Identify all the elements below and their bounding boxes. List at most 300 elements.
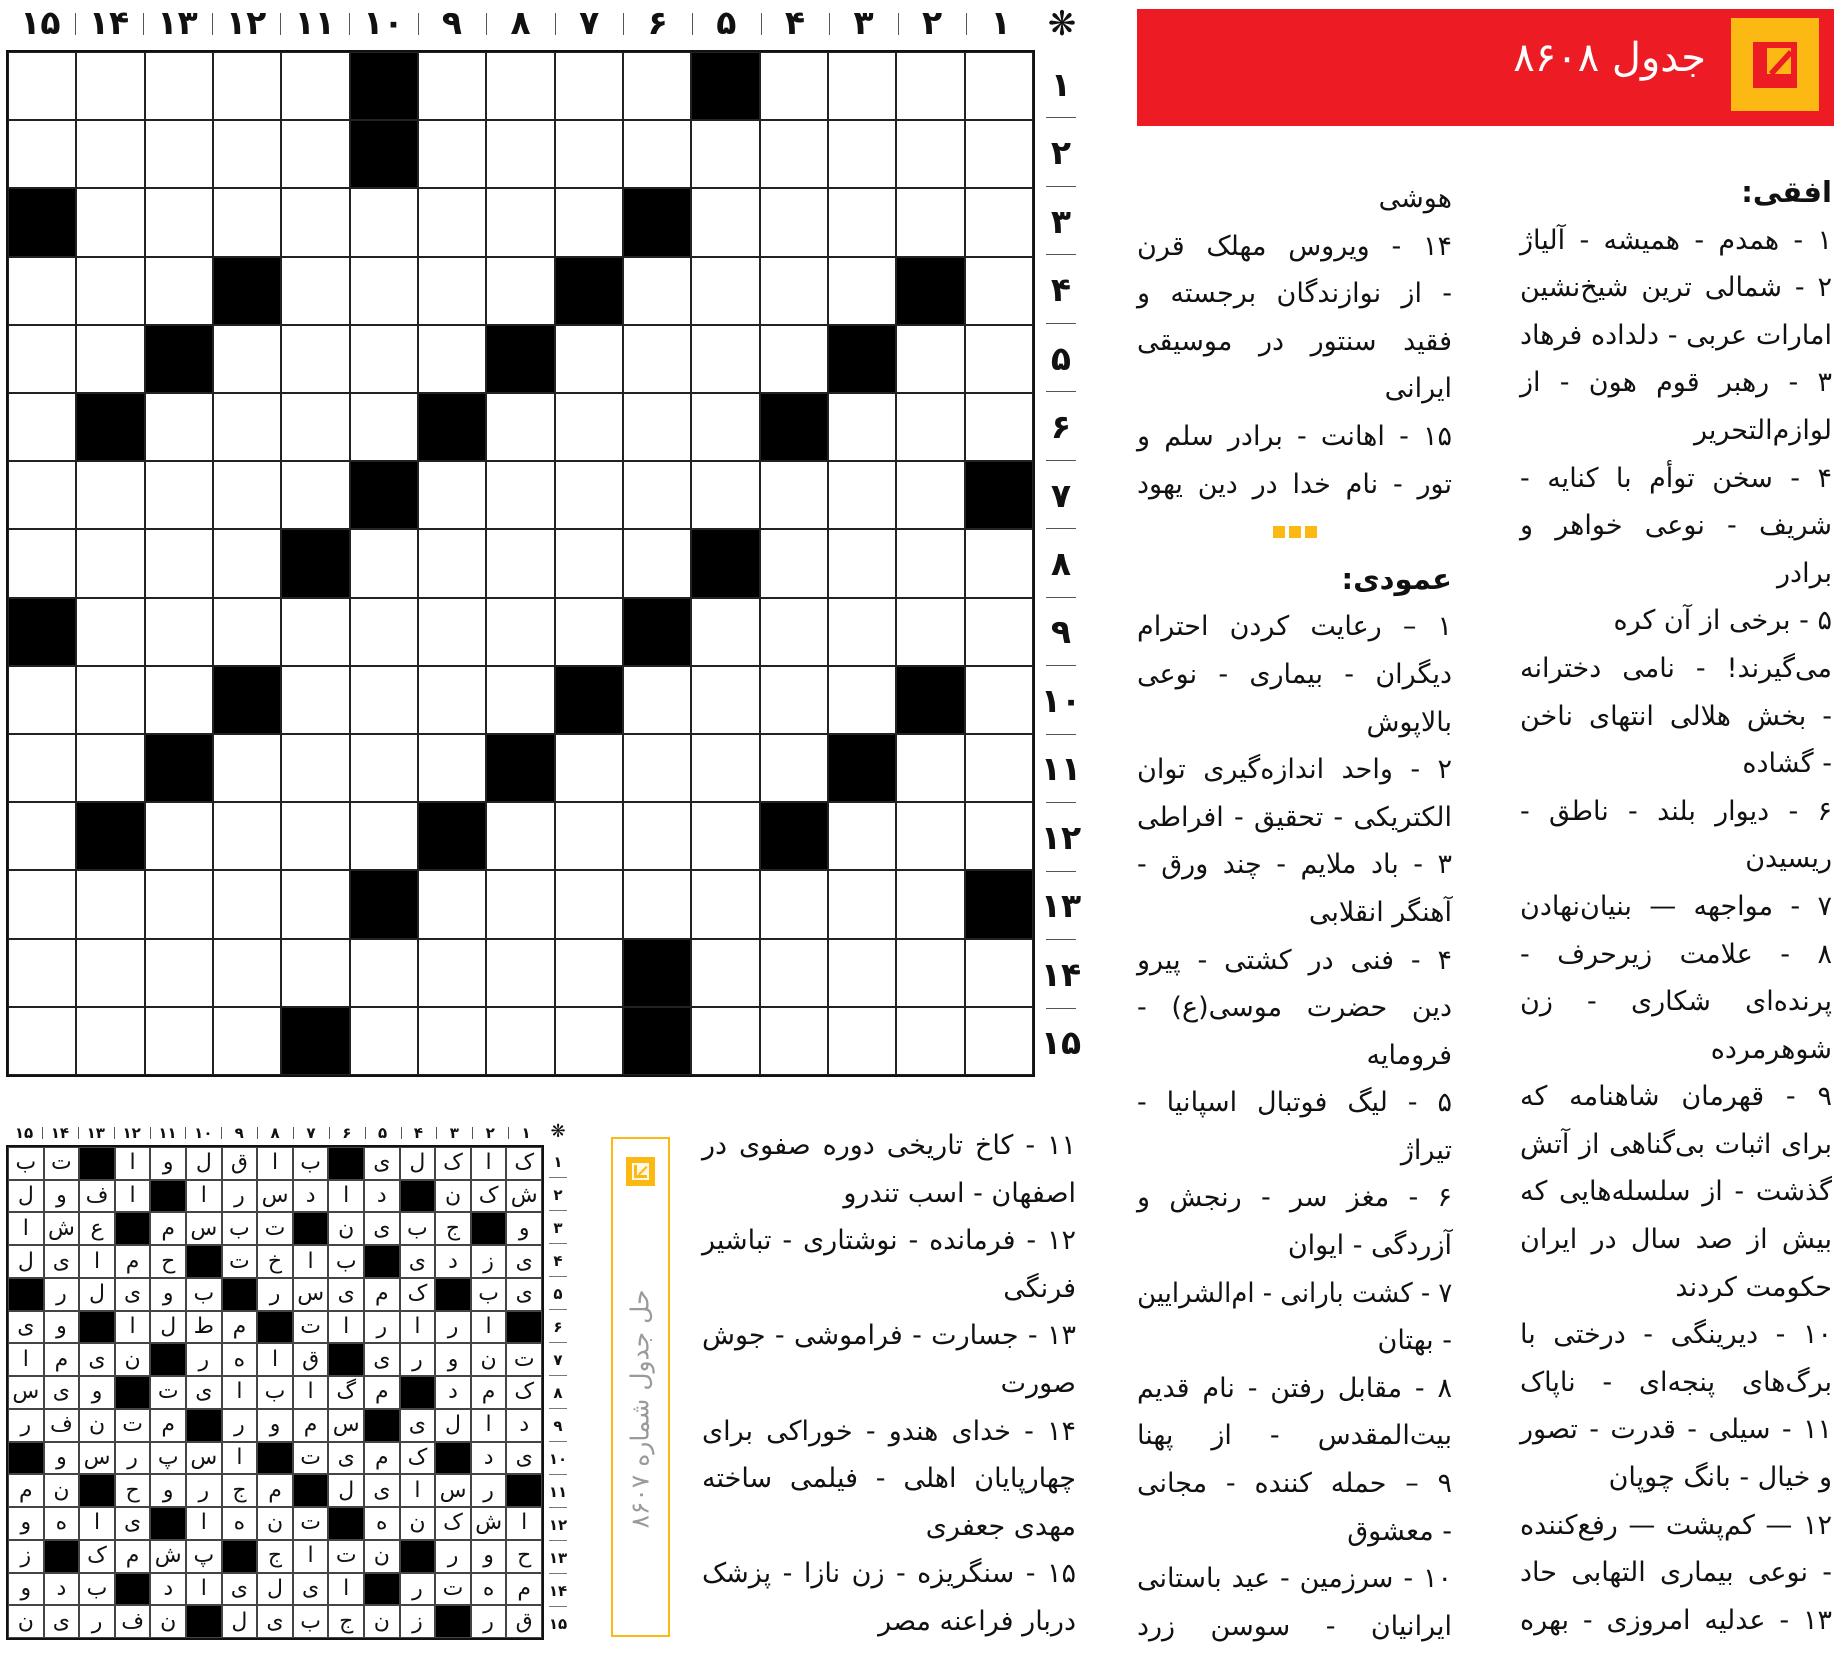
answer-cell[interactable] [896, 325, 964, 393]
answer-cell[interactable] [691, 939, 759, 1007]
solution-letter-cell: ی [328, 1442, 364, 1475]
answer-cell[interactable] [760, 1007, 828, 1075]
answer-cell[interactable] [350, 734, 418, 802]
black-cell [965, 461, 1033, 529]
answer-cell[interactable] [486, 393, 554, 461]
across-clue-line [1520, 550, 1832, 598]
answer-cell[interactable] [760, 52, 828, 120]
black-cell [418, 802, 486, 870]
row-label: ۱۳ [1040, 872, 1082, 940]
solution-letter-cell: م [115, 1540, 151, 1573]
solution-black-cell [400, 1180, 436, 1213]
answer-cell[interactable] [8, 529, 76, 597]
answer-cell[interactable] [418, 120, 486, 188]
answer-cell[interactable] [350, 598, 418, 666]
solution-letter-cell: ش [44, 1212, 80, 1245]
answer-cell[interactable] [896, 802, 964, 870]
solution-letter-cell: ل [328, 1474, 364, 1507]
answer-cell[interactable] [8, 802, 76, 870]
black-cell [350, 870, 418, 938]
answer-cell[interactable] [828, 529, 896, 597]
answer-cell[interactable] [281, 802, 349, 870]
answer-cell[interactable] [828, 870, 896, 938]
across-clue-line [1520, 788, 1832, 836]
answer-cell[interactable] [760, 666, 828, 734]
answer-cell[interactable] [760, 870, 828, 938]
answer-cell[interactable] [555, 325, 623, 393]
answer-cell[interactable] [418, 257, 486, 325]
answer-cell[interactable] [623, 461, 691, 529]
solution-black-cell [79, 1311, 115, 1344]
answer-cell[interactable] [213, 120, 281, 188]
answer-cell[interactable] [8, 1007, 76, 1075]
row-label: ۱۰ [1040, 666, 1082, 734]
solution-letter-cell: م [115, 1245, 151, 1278]
answer-cell[interactable] [555, 52, 623, 120]
answer-cell[interactable] [281, 666, 349, 734]
answer-cell[interactable] [8, 734, 76, 802]
corner-arrow-icon [1731, 18, 1819, 111]
clue-text: - بخش هلالی انتهای ناخن [1520, 700, 1832, 732]
answer-cell[interactable] [281, 734, 349, 802]
answer-cell[interactable] [213, 188, 281, 256]
answer-cell[interactable] [486, 1007, 554, 1075]
across-clue-line [1520, 264, 1832, 312]
solution-letter-cell: ت [44, 1147, 80, 1180]
answer-cell[interactable] [145, 802, 213, 870]
answer-cell[interactable] [965, 666, 1033, 734]
answer-cell[interactable] [896, 52, 964, 120]
clue-text: بیش از صد سال در ایران [1520, 1224, 1832, 1256]
answer-cell[interactable] [145, 52, 213, 120]
answer-cell[interactable] [145, 529, 213, 597]
solution-black-cell [257, 1442, 293, 1475]
answer-cell[interactable] [828, 120, 896, 188]
answer-cell[interactable] [760, 257, 828, 325]
answer-cell[interactable] [760, 188, 828, 256]
solution-letter-cell: ه [364, 1507, 400, 1540]
solution-black-cell [115, 1212, 151, 1245]
answer-cell[interactable] [145, 188, 213, 256]
column-label: ۱۰ [349, 0, 418, 46]
solution-black-cell [150, 1343, 186, 1376]
answer-cell[interactable] [623, 870, 691, 938]
answer-cell[interactable] [555, 802, 623, 870]
answer-cell[interactable] [145, 1007, 213, 1075]
answer-cell[interactable] [486, 870, 554, 938]
solution-letter-cell: ن [8, 1605, 44, 1638]
answer-cell[interactable] [76, 666, 144, 734]
answer-cell[interactable] [145, 666, 213, 734]
solution-letter-cell: ی [44, 1605, 80, 1638]
answer-cell[interactable] [486, 257, 554, 325]
answer-cell[interactable] [760, 529, 828, 597]
answer-cell[interactable] [760, 734, 828, 802]
answer-cell[interactable] [623, 529, 691, 597]
black-cell [965, 870, 1033, 938]
answer-cell[interactable] [281, 188, 349, 256]
answer-cell[interactable] [486, 939, 554, 1007]
answer-cell[interactable] [76, 870, 144, 938]
across-clue-line [1520, 978, 1832, 1026]
answer-cell[interactable] [896, 870, 964, 938]
answer-cell[interactable] [418, 325, 486, 393]
solution-letter-cell: ر [186, 1343, 222, 1376]
answer-cell[interactable] [486, 529, 554, 597]
answer-cell[interactable] [8, 393, 76, 461]
answer-cell[interactable] [760, 939, 828, 1007]
answer-cell[interactable] [828, 1007, 896, 1075]
answer-cell[interactable] [896, 120, 964, 188]
column-label: ۴ [761, 0, 830, 46]
answer-cell[interactable] [213, 802, 281, 870]
clue-text: ۲ - شمالی ترین شیخ‌نشین [1520, 272, 1832, 304]
answer-cell[interactable] [623, 666, 691, 734]
answer-cell[interactable] [281, 598, 349, 666]
answer-cell[interactable] [623, 120, 691, 188]
answer-cell[interactable] [418, 188, 486, 256]
answer-cell[interactable] [623, 393, 691, 461]
solution-letter-cell: ر [471, 1474, 507, 1507]
answer-cell[interactable] [555, 939, 623, 1007]
answer-cell[interactable] [8, 325, 76, 393]
solution-column-label: ۱۳ [78, 1122, 114, 1144]
solution-letter-cell: پ [150, 1442, 186, 1475]
answer-cell[interactable] [76, 598, 144, 666]
across-clue-line [1137, 223, 1452, 271]
answer-cell[interactable] [896, 598, 964, 666]
down-clue-line [1137, 1222, 1452, 1270]
answer-cell[interactable] [828, 257, 896, 325]
answer-cell[interactable] [145, 870, 213, 938]
answer-cell[interactable] [965, 120, 1033, 188]
answer-cell[interactable] [145, 257, 213, 325]
answer-cell[interactable] [418, 529, 486, 597]
answer-cell[interactable] [8, 870, 76, 938]
black-cell [828, 734, 896, 802]
clue-text: ۲ - واحد اندازه‌گیری توان [1137, 754, 1452, 786]
answer-cell[interactable] [760, 598, 828, 666]
clue-text: ۹ - قهرمان شاهنامه که [1520, 1081, 1832, 1113]
answer-cell[interactable] [281, 461, 349, 529]
answer-cell[interactable] [486, 120, 554, 188]
answer-cell[interactable] [281, 52, 349, 120]
solution-letter-cell: ح [506, 1540, 542, 1573]
solution-black-cell [186, 1409, 222, 1442]
solution-letter-cell: ه [44, 1507, 80, 1540]
answer-cell[interactable] [145, 461, 213, 529]
answer-cell[interactable] [76, 529, 144, 597]
answer-cell[interactable] [350, 188, 418, 256]
answer-cell[interactable] [691, 461, 759, 529]
answer-cell[interactable] [965, 325, 1033, 393]
solution-column-label: ۱۵ [14, 1124, 34, 1142]
answer-cell[interactable] [213, 939, 281, 1007]
solution-letter-cell: و [150, 1147, 186, 1180]
solution-letter-cell: ی [44, 1245, 80, 1278]
answer-cell[interactable] [691, 666, 759, 734]
clue-text: - از نوازندگان برجسته و [1137, 278, 1452, 310]
across-clue-line [1520, 1121, 1832, 1169]
answer-cell[interactable] [350, 529, 418, 597]
solution-row-label: ۳ [546, 1211, 570, 1244]
answer-cell[interactable] [691, 598, 759, 666]
down-clue-line [1137, 1127, 1452, 1175]
answer-cell[interactable] [76, 257, 144, 325]
solution-letter-cell: ی [400, 1245, 436, 1278]
solution-letter-cell: ی [115, 1507, 151, 1540]
answer-cell[interactable] [828, 188, 896, 256]
answer-cell[interactable] [418, 1007, 486, 1075]
solution-letter-cell: ت [435, 1573, 471, 1606]
answer-cell[interactable] [486, 802, 554, 870]
answer-cell[interactable] [213, 734, 281, 802]
answer-cell[interactable] [965, 529, 1033, 597]
answer-cell[interactable] [555, 529, 623, 597]
answer-cell[interactable] [691, 734, 759, 802]
answer-cell[interactable] [418, 939, 486, 1007]
black-cell [213, 666, 281, 734]
answer-cell[interactable] [418, 461, 486, 529]
answer-cell[interactable] [8, 461, 76, 529]
solution-letter-cell: ا [8, 1212, 44, 1245]
answer-cell[interactable] [555, 120, 623, 188]
row-label: ۱ [1040, 50, 1082, 118]
answer-cell[interactable] [555, 598, 623, 666]
answer-cell[interactable] [76, 188, 144, 256]
answer-cell[interactable] [486, 188, 554, 256]
answer-cell[interactable] [418, 598, 486, 666]
answer-cell[interactable] [76, 120, 144, 188]
answer-cell[interactable] [896, 393, 964, 461]
clue-text: پرنده‌ای شکاری - زن [1520, 986, 1832, 1018]
solution-letter-cell: خ [257, 1245, 293, 1278]
solution-letter-cell: ت [222, 1245, 258, 1278]
answer-cell[interactable] [145, 598, 213, 666]
column-label: ۶ [623, 0, 692, 46]
answer-cell[interactable] [350, 939, 418, 1007]
answer-cell[interactable] [350, 802, 418, 870]
answer-cell[interactable] [896, 461, 964, 529]
answer-cell[interactable] [828, 52, 896, 120]
answer-cell[interactable] [418, 666, 486, 734]
answer-cell[interactable] [145, 939, 213, 1007]
answer-cell[interactable] [8, 257, 76, 325]
answer-cell[interactable] [350, 666, 418, 734]
answer-cell[interactable] [145, 393, 213, 461]
answer-cell[interactable] [965, 188, 1033, 256]
answer-cell[interactable] [281, 120, 349, 188]
answer-cell[interactable] [896, 529, 964, 597]
answer-cell[interactable] [418, 52, 486, 120]
clue-text: فقید سنتور در موسیقی [1137, 325, 1452, 357]
solution-black-cell [506, 1311, 542, 1344]
column-label: ۱۲ [212, 0, 281, 46]
solution-row-label: ۶ [546, 1310, 570, 1343]
answer-cell[interactable] [76, 939, 144, 1007]
answer-cell[interactable] [828, 461, 896, 529]
solution-column-label: ۴ [401, 1122, 437, 1144]
answer-cell[interactable] [828, 393, 896, 461]
clue-text: شریف - نوعی خواهر و [1520, 510, 1832, 542]
solution-letter-cell: ز [471, 1245, 507, 1278]
solution-letter-cell: ب [8, 1147, 44, 1180]
answer-cell[interactable] [896, 188, 964, 256]
answer-cell[interactable] [965, 939, 1033, 1007]
answer-cell[interactable] [486, 52, 554, 120]
puzzle-title: جدول ۸۶۰۸ [1513, 35, 1706, 81]
answer-cell[interactable] [691, 393, 759, 461]
answer-cell[interactable] [760, 120, 828, 188]
answer-cell[interactable] [555, 734, 623, 802]
solution-letter-cell: ا [222, 1376, 258, 1409]
clue-text: فرومایه [1366, 1039, 1452, 1071]
answer-cell[interactable] [965, 598, 1033, 666]
answer-cell[interactable] [965, 1007, 1033, 1075]
answer-cell[interactable] [828, 666, 896, 734]
answer-cell[interactable] [76, 52, 144, 120]
answer-cell[interactable] [145, 120, 213, 188]
answer-cell[interactable] [623, 734, 691, 802]
answer-cell[interactable] [691, 802, 759, 870]
solution-letter-cell: ا [115, 1311, 151, 1344]
answer-cell[interactable] [76, 325, 144, 393]
answer-cell[interactable] [828, 802, 896, 870]
answer-cell[interactable] [76, 734, 144, 802]
down-clue-line [1137, 1174, 1452, 1222]
answer-cell[interactable] [623, 257, 691, 325]
answer-cell[interactable] [760, 325, 828, 393]
down-clue-line [1137, 1317, 1452, 1365]
solution-letter-cell: ر [471, 1605, 507, 1638]
answer-cell[interactable] [281, 939, 349, 1007]
answer-cell[interactable] [76, 1007, 144, 1075]
answer-cell[interactable] [281, 393, 349, 461]
column-label: ۱۱ [280, 0, 349, 46]
answer-cell[interactable] [896, 1007, 964, 1075]
answer-cell[interactable] [8, 666, 76, 734]
answer-cell[interactable] [691, 1007, 759, 1075]
solution-black-cell [79, 1147, 115, 1180]
across-clue-line [1520, 740, 1832, 788]
black-cell [8, 188, 76, 256]
answer-cell[interactable] [281, 325, 349, 393]
answer-cell[interactable] [213, 393, 281, 461]
down-clue-line [1137, 1365, 1452, 1413]
answer-cell[interactable] [555, 393, 623, 461]
solution-letter-cell: ه [471, 1573, 507, 1606]
answer-cell[interactable] [486, 666, 554, 734]
answer-cell[interactable] [691, 870, 759, 938]
solution-column-label: ۸ [257, 1122, 293, 1144]
answer-cell[interactable] [350, 1007, 418, 1075]
answer-cell[interactable] [555, 188, 623, 256]
answer-cell[interactable] [350, 325, 418, 393]
answer-cell[interactable] [691, 257, 759, 325]
answer-cell[interactable] [213, 1007, 281, 1075]
solution-letter-cell: ت [150, 1376, 186, 1409]
solution-letter-cell: ب [79, 1573, 115, 1606]
answer-cell[interactable] [213, 870, 281, 938]
answer-cell[interactable] [760, 461, 828, 529]
answer-cell[interactable] [623, 802, 691, 870]
solution-letter-cell: ک [435, 1507, 471, 1540]
clue-text: دیگران - بیماری - نوعی [1137, 658, 1452, 690]
answer-cell[interactable] [418, 870, 486, 938]
solution-letter-cell: م [293, 1409, 329, 1442]
clue-text: ۱ – رعایت کردن احترام [1137, 611, 1452, 643]
answer-cell[interactable] [555, 870, 623, 938]
answer-cell[interactable] [965, 802, 1033, 870]
answer-cell[interactable] [8, 120, 76, 188]
answer-cell[interactable] [896, 734, 964, 802]
answer-cell[interactable] [896, 939, 964, 1007]
column-label: ۳ [829, 0, 898, 46]
black-cell [8, 598, 76, 666]
black-cell [76, 393, 144, 461]
answer-cell[interactable] [281, 870, 349, 938]
answer-cell[interactable] [486, 461, 554, 529]
answer-cell[interactable] [486, 598, 554, 666]
solution-letter-cell: و [44, 1180, 80, 1213]
down-clue-line [702, 1217, 1076, 1265]
row-label: ۲ [1040, 118, 1082, 186]
answer-cell[interactable] [965, 257, 1033, 325]
solution-black-cell [328, 1343, 364, 1376]
answer-cell[interactable] [623, 52, 691, 120]
solution-letter-cell: ب [222, 1212, 258, 1245]
answer-cell[interactable] [213, 325, 281, 393]
answer-cell[interactable] [350, 257, 418, 325]
down-clue-line [1137, 1555, 1452, 1603]
answer-cell[interactable] [965, 393, 1033, 461]
answer-cell[interactable] [555, 1007, 623, 1075]
answer-cell[interactable] [350, 393, 418, 461]
answer-cell[interactable] [828, 939, 896, 1007]
answer-cell[interactable] [213, 529, 281, 597]
clue-text: ۳ - باد ملایم - چند ورق - [1137, 849, 1452, 881]
answer-cell[interactable] [965, 52, 1033, 120]
answer-cell[interactable] [691, 188, 759, 256]
answer-cell[interactable] [281, 257, 349, 325]
answer-cell[interactable] [691, 120, 759, 188]
clue-text: ۱۴ - ویروس مهلک قرن [1137, 230, 1452, 262]
answer-cell[interactable] [555, 461, 623, 529]
black-cell [623, 598, 691, 666]
answer-cell[interactable] [691, 325, 759, 393]
solution-letter-cell: ر [435, 1311, 471, 1344]
solution-letter-cell: ر [186, 1474, 222, 1507]
black-cell [623, 1007, 691, 1075]
answer-cell[interactable] [8, 52, 76, 120]
solution-black-cell [115, 1573, 151, 1606]
answer-cell[interactable] [828, 598, 896, 666]
solution-letter-cell: م [506, 1573, 542, 1606]
answer-cell[interactable] [623, 325, 691, 393]
solution-letter-cell: ی [506, 1245, 542, 1278]
answer-cell[interactable] [418, 734, 486, 802]
clue-text: بیت‌المقدس - از پهنا [1137, 1420, 1452, 1452]
solution-letter-cell: ر [222, 1409, 258, 1442]
answer-cell[interactable] [213, 598, 281, 666]
answer-cell[interactable] [76, 461, 144, 529]
answer-cell[interactable] [965, 734, 1033, 802]
clue-text: ۱۳ - عدلیه امروزی - بهره [1520, 1604, 1832, 1636]
solution-letter-cell: ج [222, 1474, 258, 1507]
answer-cell[interactable] [213, 461, 281, 529]
answer-cell[interactable] [8, 939, 76, 1007]
answer-cell[interactable] [213, 52, 281, 120]
